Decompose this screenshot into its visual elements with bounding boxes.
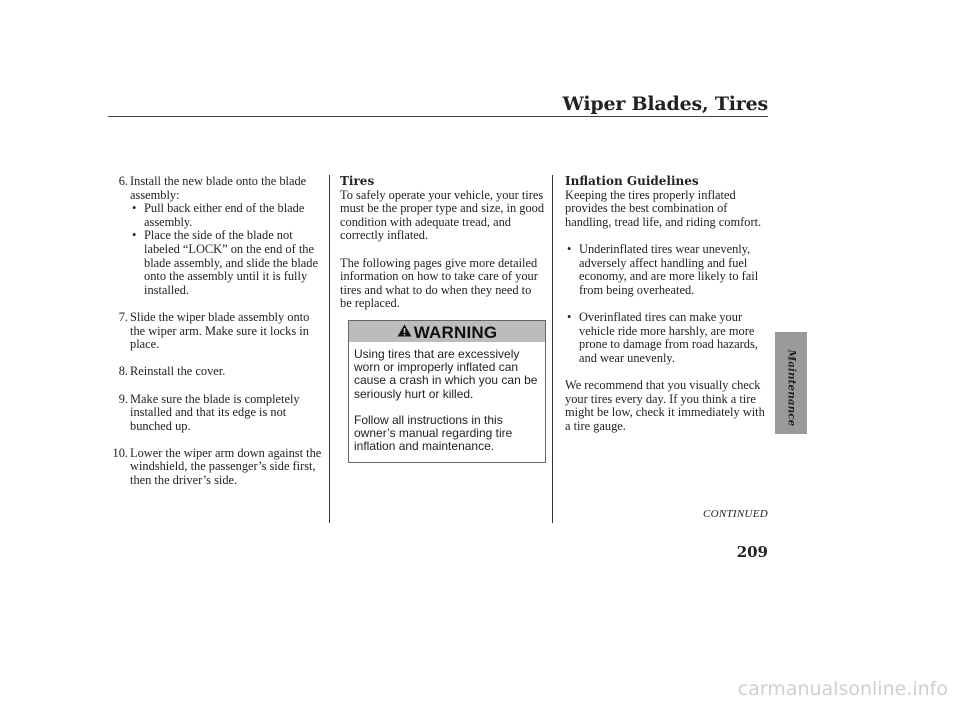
step-9 bbox=[104, 393, 324, 434]
inflation-heading: Inflation Guidelines bbox=[565, 174, 699, 188]
warning-paragraph: Using tires that are excessively worn or improperly inflated can cause a crash in which you can be seriously hurt or killed. bbox=[354, 347, 538, 401]
bullet-item: • Overinflated tires can make your vehicle ride more harshly, are more prone to damage from road hazards, and wear unevenly. bbox=[565, 311, 771, 365]
bullet-item: • Pull back either end of the blade assembly. bbox=[130, 202, 324, 229]
title-divider bbox=[108, 116, 768, 117]
continued-label: CONTINUED bbox=[702, 508, 768, 520]
step-6 bbox=[104, 175, 324, 297]
step-8 bbox=[104, 365, 324, 379]
step-text: Install the new blade onto the blade assembly: bbox=[130, 174, 307, 202]
inflation-paragraph: We recommend that you visually check your tires every day. If you think a tire might be low, check it immediately with a tire gauge. bbox=[565, 377, 765, 433]
step-text: Slide the wiper blade assembly onto the wiper arm. Make sure it locks in place. bbox=[130, 309, 310, 352]
column-divider-left bbox=[329, 175, 330, 523]
step-number: 9. bbox=[118, 391, 128, 406]
warning-label: WARNING bbox=[413, 322, 498, 342]
section-tab-text: Maintenance bbox=[785, 349, 798, 427]
warning-banner bbox=[349, 321, 545, 342]
tires-heading: Tires bbox=[340, 174, 375, 188]
section-tab-label bbox=[768, 338, 814, 438]
warning-triangle-icon bbox=[397, 322, 412, 343]
page-number: 209 bbox=[736, 543, 768, 561]
tires-paragraph: The following pages give more detailed information on how to take care of your tires and what to do when they need to be replaced. bbox=[340, 255, 538, 311]
step-text: Reinstall the cover. bbox=[130, 364, 226, 379]
watermark: carmanualsonline.info bbox=[737, 678, 948, 700]
bullet-item: • Place the side of the blade not labeled “LOCK” on the end of the blade assembly, and slide the blade onto the assembly until it is fully installed. bbox=[130, 229, 324, 297]
warning-box bbox=[348, 320, 546, 463]
step-text: Make sure the blade is completely installed and that its edge is not bunched up. bbox=[130, 391, 300, 433]
step-number: 6. bbox=[118, 174, 128, 188]
left-column bbox=[104, 175, 324, 488]
bullet-item: • Underinflated tires wear unevenly, adversely affect handling and fuel economy, and are more likely to fail from being overheated. bbox=[565, 243, 771, 297]
page-title: Wiper Blades, Tires bbox=[562, 93, 768, 115]
warning-text bbox=[354, 348, 541, 453]
step-10 bbox=[104, 447, 324, 488]
step-number: 10. bbox=[112, 445, 128, 460]
inflation-paragraph: Keeping the tires properly inflated provides the best combination of handling, tread life, and riding comfort. bbox=[565, 187, 762, 229]
step-7 bbox=[104, 311, 324, 352]
middle-column bbox=[340, 175, 546, 311]
tires-paragraph: To safely operate your vehicle, your tires must be the proper type and size, in good condition with adequate tread, and correctly inflated. bbox=[340, 187, 545, 243]
step-number: 8. bbox=[118, 364, 128, 379]
step-number: 7. bbox=[118, 309, 128, 324]
right-column bbox=[565, 175, 771, 433]
column-divider-right bbox=[552, 175, 553, 523]
warning-paragraph: Follow all instructions in this owner’s manual regarding tire inflation and maintenance. bbox=[354, 412, 513, 454]
step-text: Lower the wiper arm down against the windshield, the passenger’s side first, then the driver’s side. bbox=[130, 445, 322, 488]
